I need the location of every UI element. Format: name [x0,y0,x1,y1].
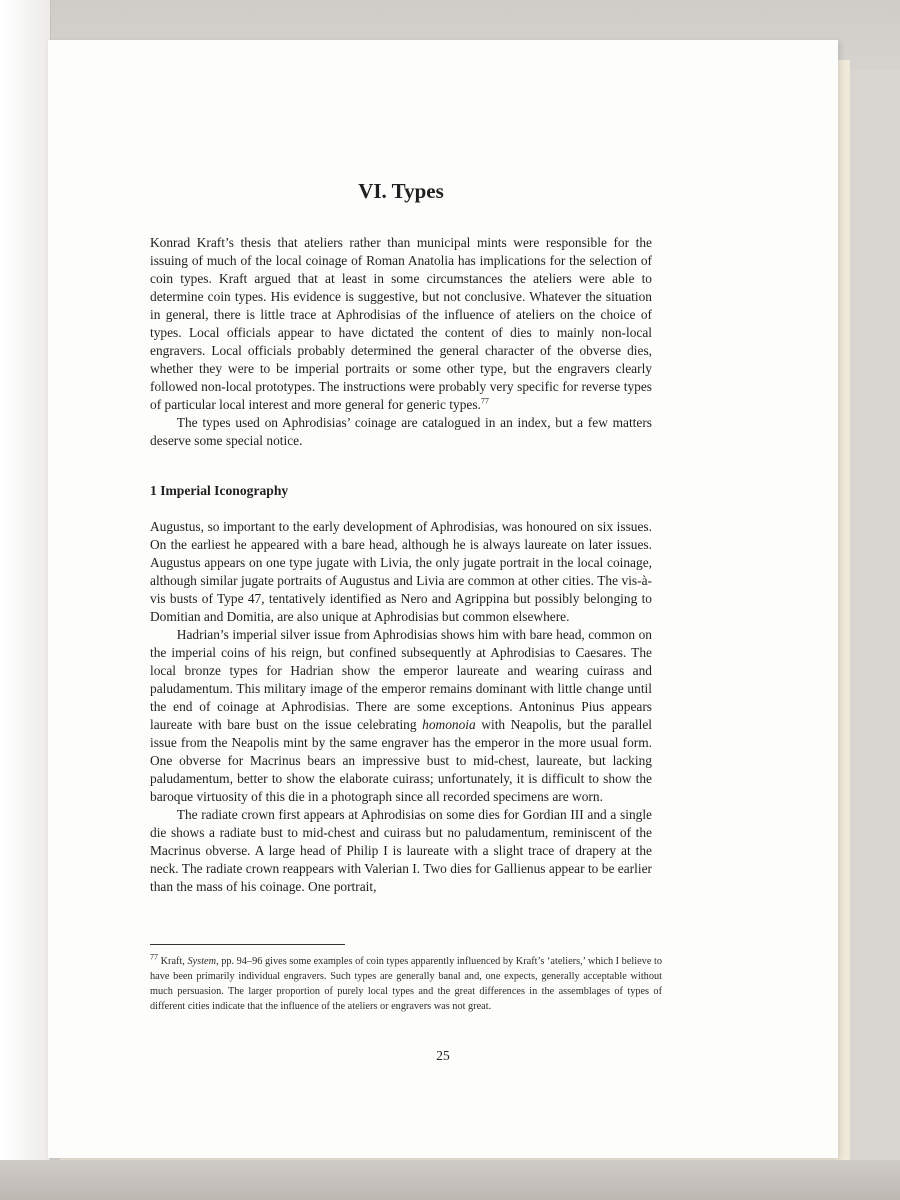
section-paragraph-3: The radiate crown first appears at Aphrodisias on some dies for Gordian III and a single die shows a radiate bust to mid-chest and cuirass but no paludamentum, reminiscent of the Macrinus obverse. A large head of Philip I is laureate with a slight trace of drapery at the neck. The radiate crown reappears with Valerian I. Two dies for Gallienus appear to be earlier than the mass of his coinage. One portrait, [150,807,652,894]
page-body [150,178,652,896]
section-paragraph-1: Augustus, so important to the early development of Aphrodisias, was honoured on six issues. On the earliest he appeared with a bare head, although he is always laureate on later issues. Augustus appears on one type jugate with Livia, the only jugate portrait in the local coinage, although similar jugate portraits of Augustus and Livia are common at other cities. The vis-à-vis busts of Type 47, tentatively identified as Nero and Agrippina but possibly belonging to Domitian and Domitia, are also unique at Aphrodisias but common elsewhere. [150,519,652,624]
table-surface [0,1160,900,1200]
intro-paragraph-1-text: Konrad Kraft’s thesis that ateliers rather than municipal mints were responsible for the issuing of much of the local coinage of Roman Anatolia has implications for the selection of coin types. Kraft argued that at least in some circumstances the ateliers were able to determine coin types. His evidence is suggestive, but not conclusive. Whatever the situation in general, there is little trace at Aphrodisias of the influence of ateliers on the choice of types. Local officials appear to have dictated the content of dies to mainly non-local engravers. Local officials probably determined the general character of the obverse dies, whether they were to be imperial portraits or some other type, but the engravers clearly followed non-local prototypes. The instructions were probably very specific for reverse types of particular local interest and more general for generic types. [150,235,652,412]
section-heading: 1 Imperial Iconography [150,483,289,498]
chapter-title: VI. Types [358,179,444,203]
section-paragraph-2 [150,626,652,806]
section-paragraph-2-text-b: with Neapolis, but the parallel issue from the Neapolis mint by the same engraver has the emperor in the more usual form. One obverse for Macrinus bears an impressive bust to mid-chest, laureate, but lacking paludamentum, better to show the elaborate cuirass; unfortunately, it is difficult to show the baroque virtuosity of this die in a photograph since all recorded specimens are worn. [150,717,652,804]
intro-paragraph-2: The types used on Aphrodisias’ coinage are catalogued in an index, but a few matters deserve some special notice. [150,415,652,448]
footnote-text-b: , pp. 94–96 gives some examples of coin types apparently influenced by Kraft’s ‘ateliers,’ which I believe to have been primarily individual engravers. Such types are generally banal and, one expects, generally acceptable without much persuasion. The larger proportion of purely local types and the great differences in the assemblages of types of different cities indicate that the influence of the ateliers or engravers was not great. [150,956,662,1012]
page-number: 25 [436,1048,450,1063]
section-paragraph-2-italic: homonoia [422,717,476,732]
footnote [150,954,662,1014]
footnote-number: 77 [150,952,158,962]
footnote-reference: 77 [480,396,489,406]
book-page [48,40,838,1158]
intro-paragraph-1 [150,234,652,414]
section-paragraph-2-text-a: Hadrian’s imperial silver issue from Aphrodisias shows him with bare head, common on the imperial coins of his reign, but confined subsequently at Aphrodisias to Caesares. The local bronze types for Hadrian show the emperor laureate and wearing cuirass and paludamentum. This military image of the emperor remains dominant with little change until the end of coinage at Aphrodisias. There are some exceptions. Antoninus Pius appears laureate with bare bust on the issue celebrating [150,627,652,732]
footnote-text-a: Kraft, [160,956,185,967]
facing-page-edge [0,0,51,1200]
footnote-divider [150,944,345,945]
footnote-italic: System [187,956,217,967]
